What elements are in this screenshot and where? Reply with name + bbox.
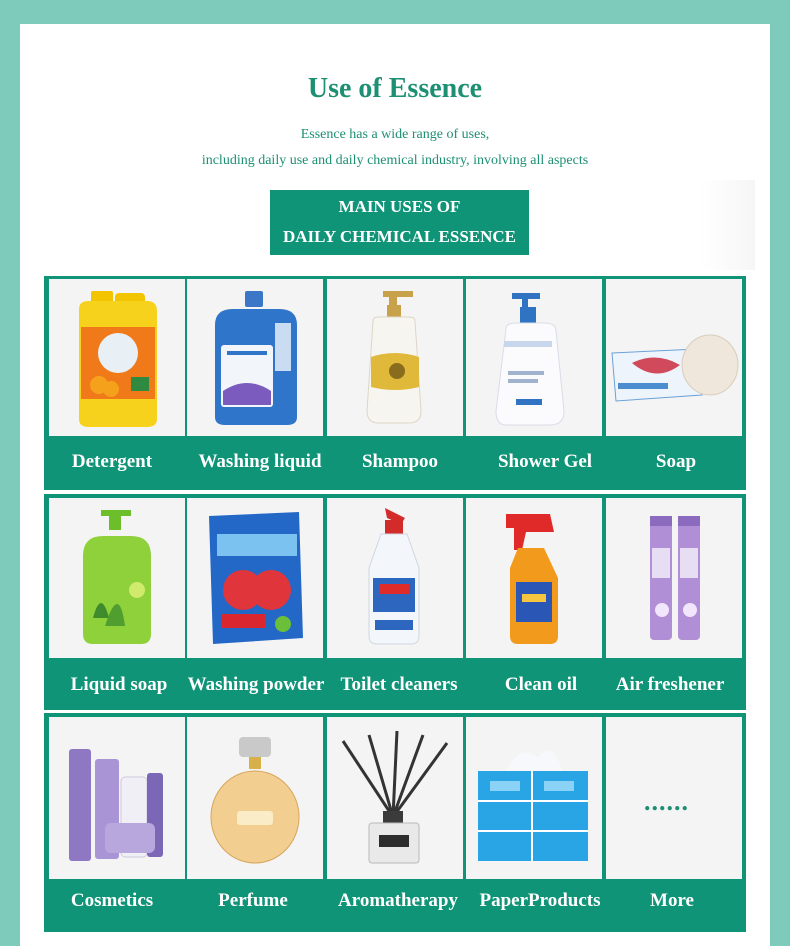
- shampoo-bottle-icon: [327, 279, 463, 436]
- subtitle-line-1: Essence has a wide range of uses,: [300, 127, 490, 142]
- banner-line-1: MAIN USES OF: [338, 197, 461, 216]
- product-row-3: [44, 713, 746, 932]
- cosmetics-card[interactable]: [49, 717, 185, 879]
- page-title: Use of Essence: [307, 73, 483, 104]
- banner-line-2: DAILY CHEMICAL ESSENCE: [282, 227, 517, 246]
- washing-powder-icon: [187, 498, 323, 658]
- paper-products-card[interactable]: [466, 717, 602, 879]
- aromatherapy-card[interactable]: [327, 717, 463, 879]
- shower-gel-icon: [466, 279, 602, 436]
- reed-diffuser-icon: [327, 717, 463, 877]
- paper-products-label: PaperProducts: [479, 890, 601, 911]
- detergent-card[interactable]: [49, 279, 185, 436]
- more-label: More: [650, 890, 694, 911]
- more-dots-icon: ......: [644, 787, 689, 816]
- washing-powder-card[interactable]: [187, 498, 323, 658]
- main-uses-banner: [270, 190, 529, 255]
- clean-oil-label: Clean oil: [504, 674, 578, 695]
- detergent-label: Detergent: [71, 451, 153, 472]
- aromatherapy-label: Aromatherapy: [338, 890, 458, 911]
- shampoo-label: Shampoo: [361, 451, 439, 472]
- liquid-soap-label: Liquid soap: [70, 674, 168, 695]
- decorative-shade: [700, 180, 755, 270]
- liquid-soap-icon: [49, 498, 185, 658]
- detergent-bottle-icon: [49, 279, 185, 436]
- perfume-card[interactable]: [187, 717, 323, 879]
- shampoo-card[interactable]: [327, 279, 463, 436]
- spray-cleaner-icon: [466, 498, 602, 658]
- air-freshener-icon: [606, 498, 742, 658]
- soap-card[interactable]: [606, 279, 742, 436]
- more-card[interactable]: [606, 717, 742, 879]
- toilet-cleaner-icon: [327, 498, 463, 658]
- shower-gel-card[interactable]: [466, 279, 602, 436]
- perfume-bottle-icon: [187, 717, 323, 877]
- washing-powder-label: Washing powder: [187, 674, 325, 695]
- tissue-box-icon: [466, 717, 602, 877]
- air-freshener-label: Air freshener: [615, 674, 725, 695]
- perfume-label: Perfume: [218, 890, 288, 911]
- product-row-1: [44, 276, 746, 490]
- subtitle-line-2: including daily use and daily chemical industry, involving all aspects: [201, 153, 589, 168]
- washing-liquid-label: Washing liquid: [198, 451, 322, 472]
- laundry-detergent-icon: [187, 279, 323, 436]
- air-freshener-card[interactable]: [606, 498, 742, 658]
- product-row-2: [44, 494, 746, 710]
- cosmetics-label: Cosmetics: [70, 890, 154, 911]
- liquid-soap-card[interactable]: [49, 498, 185, 658]
- toilet-cleaner-card[interactable]: [327, 498, 463, 658]
- soap-bar-icon: [606, 279, 742, 436]
- soap-label: Soap: [655, 451, 697, 472]
- toilet-cleaners-label: Toilet cleaners: [340, 674, 458, 695]
- clean-oil-card[interactable]: [466, 498, 602, 658]
- washing-liquid-card[interactable]: [187, 279, 323, 436]
- cosmetics-icon: [49, 717, 185, 877]
- shower-gel-label: Shower Gel: [497, 451, 593, 472]
